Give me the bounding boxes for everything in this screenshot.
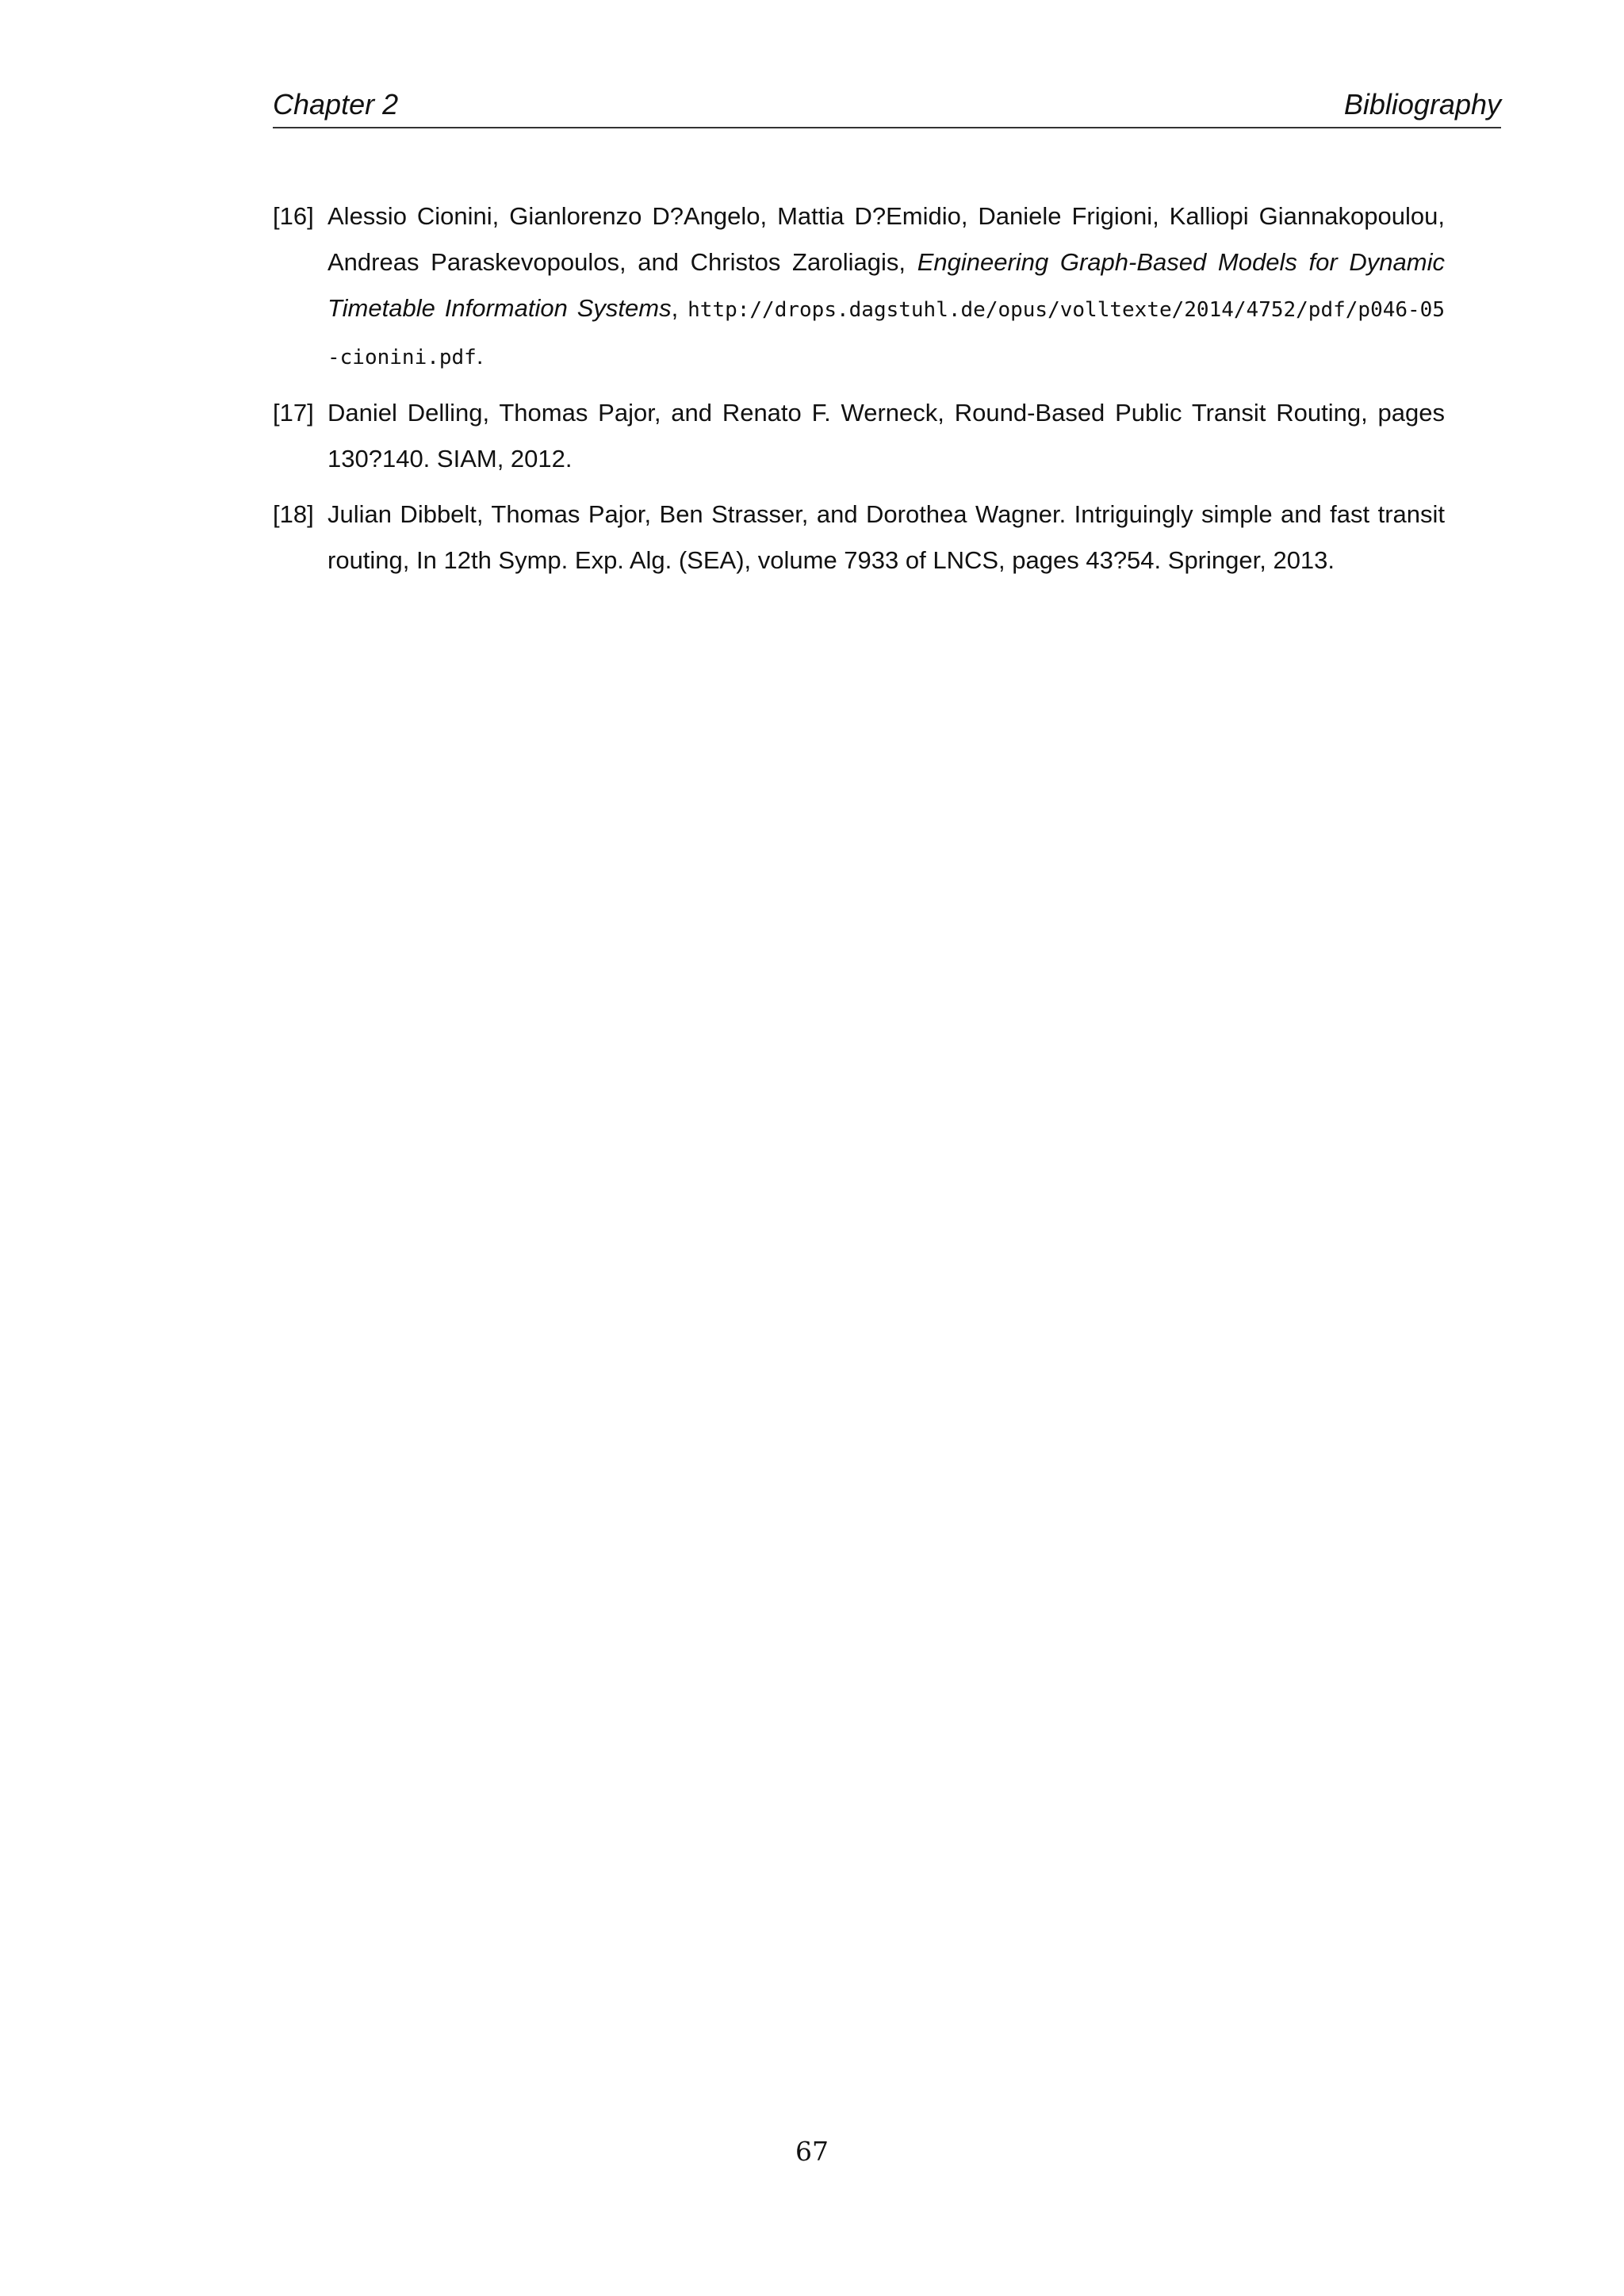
bib-authors: Alessio Cionini, Gianlorenzo D?Angelo, Mattia D?Emidio, Daniele Frigioni, Kalliopi Giannakopoulou, Andreas Paraskevopoulos, and Christos Zaroliagis, xyxy=(327,202,1445,276)
bib-number: [17] xyxy=(273,399,314,427)
bib-entry-17 xyxy=(273,390,1445,482)
header-chapter: Chapter 2 xyxy=(273,88,399,121)
page-number: 67 xyxy=(795,2136,829,2167)
bib-end-punctuation: . xyxy=(476,342,484,369)
bib-entry-16 xyxy=(273,193,1445,381)
bib-url-link[interactable]: http://drops.dagstuhl.de/opus/volltexte/2014/4752/pdf/p046-05-cionini.pdf xyxy=(327,298,1445,369)
bib-title: Engineering Graph-Based Models for Dynamic Timetable Information Systems xyxy=(327,248,1445,322)
running-header xyxy=(273,86,1501,128)
bib-number: [18] xyxy=(273,500,314,528)
bib-entry-18 xyxy=(273,492,1445,584)
bib-text: Julian Dibbelt, Thomas Pajor, Ben Strasser, and Dorothea Wagner. Intriguingly simple and fast transit routing, In 12th Symp. Exp. Alg. (SEA), volume 7933 of LNCS, pages 43?54. Springer, 2013. xyxy=(327,500,1445,574)
header-section: Bibliography xyxy=(1343,88,1501,121)
bib-text: Daniel Delling, Thomas Pajor, and Renato F. Werneck, Round-Based Public Transit Routing, pages 130?140. SIAM, 2012. xyxy=(327,399,1445,473)
bib-number: [16] xyxy=(273,202,314,230)
bib-punctuation: , xyxy=(671,294,679,322)
bibliography-list xyxy=(273,193,1445,593)
